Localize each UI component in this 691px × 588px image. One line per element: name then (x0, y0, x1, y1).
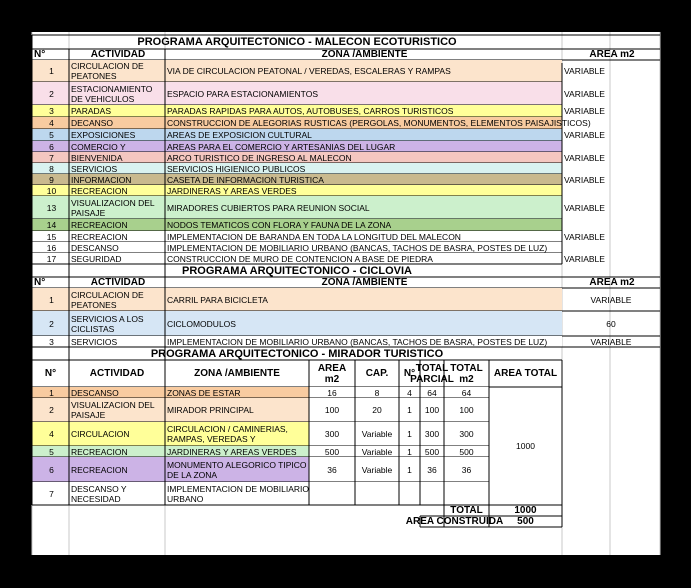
mirador-row-cap: 20 (372, 405, 382, 415)
mirador-row-num: 5 (49, 446, 54, 457)
malecon-row-zona: SERVICIOS HIGIENICO PUBLICOS (167, 163, 306, 174)
malecon-row-area: VARIABLE (564, 202, 605, 213)
ciclovia-header-area: AREA m2 (589, 276, 635, 288)
mirador-row-cap: Variable (361, 464, 393, 475)
malecon-row-actividad: COMERCIO Y (71, 141, 126, 152)
malecon-row-actividad: VISUALIZACION DEL PAISAJE (71, 197, 155, 218)
mirador-row-zona: ZONAS DE ESTAR (167, 387, 241, 398)
malecon-row-actividad: DESCANSO (71, 242, 119, 253)
malecon-row-num: 17 (46, 253, 57, 264)
malecon-row-zona: VIA DE CIRCULACION PEATONAL / VEREDAS, ESCALERAS Y RAMPAS (167, 66, 451, 76)
mirador-row-num: 1 (49, 387, 54, 398)
malecon-row-actividad: ESTACIONAMIENTO DE VEHICULOS (71, 83, 153, 104)
mirador-total-label: TOTAL (450, 504, 483, 516)
malecon-row-actividad: RECREACION (71, 231, 128, 242)
mirador-area-total-value: 1000 (516, 441, 535, 451)
malecon-row-zona: AREAS DE EXPOSICION CULTURAL (167, 130, 312, 140)
mirador-header-parcial: TOTAL PARCIAL (410, 362, 454, 385)
malecon-row-zona: ARCO TURISTICO DE INGRESO AL MALECON (167, 152, 352, 163)
malecon-title: PROGRAMA ARQUITECTONICO - MALECON ECOTURISTICO (137, 36, 457, 48)
malecon-header-num: N° (34, 48, 46, 60)
mirador-row-zona: CIRCULACION / CAMINERIAS, RAMPAS, VEREDAS Y (167, 424, 288, 444)
mirador-row-total: 36 (461, 464, 472, 475)
mirador-row-parcial: 300 (424, 429, 440, 439)
malecon-row-actividad: RECREACION (71, 220, 128, 230)
ciclovia-title: PROGRAMA ARQUITECTONICO - CICLOVIA (182, 264, 412, 277)
ciclovia-row-num: 3 (49, 336, 54, 347)
mirador-row-num: 6 (49, 464, 54, 475)
ciclovia-row-area: 60 (606, 318, 616, 329)
mirador-row-parcial: 36 (427, 464, 437, 475)
mirador-construida-value: 500 (517, 515, 534, 527)
mirador-header-area: AREA m2 (317, 362, 347, 385)
mirador-row-parcial: 64 (427, 387, 437, 398)
malecon-row-actividad: INFORMACION (71, 174, 132, 185)
malecon-row-zona: PARADAS RAPIDAS PARA AUTOS, AUTOBUSES, CARROS TURISTICOS (167, 106, 454, 116)
mirador-row-num: 4 (49, 429, 54, 439)
mirador-row-actividad: RECREACION (71, 464, 128, 475)
malecon-row-zona: CONSTRUCCION DE ALEGORIAS RUSTICAS (PERGOLAS, MONUMENTOS, ELEMENTOS PAISAJISTICOS) (167, 118, 591, 128)
malecon-header-actividad: ACTIVIDAD (90, 48, 146, 60)
malecon-row-actividad: BIENVENIDA (71, 152, 123, 163)
malecon-row-num: 9 (49, 174, 54, 185)
malecon-row-zona: NODOS TEMATICOS CON FLORA Y FAUNA DE LA ZONA (167, 220, 392, 230)
mirador-row-total: 500 (459, 446, 474, 457)
ciclovia-row-area: VARIABLE (590, 336, 632, 347)
malecon-row-num: 8 (49, 163, 54, 174)
ciclovia-header-num: N° (34, 276, 46, 288)
mirador-header-actividad: ACTIVIDAD (89, 368, 145, 379)
mirador-row-zona: JARDINERAS Y AREAS VERDES (167, 446, 297, 457)
malecon-row-area: VARIABLE (564, 66, 605, 76)
mirador-row-area: 36 (327, 464, 337, 475)
mirador-row-total: 300 (459, 429, 474, 439)
ciclovia-row-area: VARIABLE (590, 294, 632, 305)
malecon-row-zona: CONSTRUCCION DE MURO DE CONTENCION A BASE DE PIEDRA (167, 253, 433, 264)
malecon-row-num: 16 (46, 242, 57, 253)
malecon-row-actividad: CIRCULACION DE PEATONES (71, 61, 144, 81)
ciclovia-header-actividad: ACTIVIDAD (90, 276, 146, 288)
malecon-row-num: 15 (46, 231, 57, 242)
malecon-row-zona: IMPLEMENTACION DE BARANDA EN TODA LA LONGITUD DEL MALECON (167, 231, 461, 242)
malecon-row-zona: CASETA DE INFORMACION TURISTICA (167, 174, 324, 185)
mirador-row-n: 1 (407, 405, 412, 415)
mirador-row-num: 2 (49, 405, 54, 415)
mirador-row-area (309, 482, 355, 505)
ciclovia-row-zona: CARRIL PARA BICICLETA (167, 294, 268, 305)
malecon-row-num: 7 (49, 152, 54, 163)
malecon-row-area: VARIABLE (564, 88, 605, 99)
mirador-row-total: 64 (461, 387, 472, 398)
malecon-row-area: VARIABLE (564, 253, 605, 264)
malecon-header-zona: ZONA /AMBIENTE (321, 48, 408, 60)
mirador-row-actividad: DESCANSO Y NECESIDAD (71, 483, 127, 504)
malecon-row-area: VARIABLE (564, 231, 605, 242)
malecon-row-num: 1 (49, 66, 54, 76)
malecon-row-actividad: PARADAS (71, 106, 111, 116)
malecon-row-area: VARIABLE (564, 106, 605, 116)
spreadsheet (32, 32, 660, 555)
mirador-row-area: 100 (324, 405, 340, 415)
mirador-row-area: 16 (327, 387, 337, 398)
mirador-row-area: 300 (324, 429, 340, 439)
ciclovia-row-actividad: SERVICIOS (71, 336, 118, 347)
malecon-row-num: 5 (49, 130, 54, 140)
ciclovia-row-zona: IMPLEMENTACION DE MOBILIARIO URBANO (BANCAS, TACHOS DE BASRA, POSTES DE LUZ) (167, 336, 548, 347)
mirador-header-zona: ZONA /AMBIENTE (194, 368, 280, 379)
mirador-title: PROGRAMA ARQUITECTONICO - MIRADOR TURISTICO (150, 347, 444, 360)
mirador-row-actividad: CIRCULACION (71, 429, 130, 439)
malecon-row-num: 2 (49, 88, 54, 99)
mirador-row-zona: IMPLEMENTACION DE MOBILIARIO URBANO (167, 483, 310, 504)
mirador-row-actividad: DESCANSO (71, 387, 119, 398)
malecon-row-zona: IMPLEMENTACION DE MOBILIARIO URBANO (BANCAS, TACHOS DE BASRA, POSTES DE LUZ) (167, 242, 548, 253)
mirador-row-cap (355, 482, 399, 505)
malecon-row-num: 3 (49, 106, 54, 116)
mirador-header-area_total: AREA TOTAL (493, 368, 558, 379)
malecon-row-num: 10 (46, 185, 57, 196)
malecon-row-actividad: DECANSO (71, 118, 114, 128)
ciclovia-header-zona: ZONA /AMBIENTE (321, 276, 408, 288)
mirador-header-total: TOTAL m2 (450, 362, 483, 385)
mirador-row-total: 100 (459, 405, 474, 415)
mirador-row-n: 1 (407, 446, 412, 457)
malecon-row-actividad: SERVICIOS (71, 163, 118, 174)
malecon-row-num: 4 (49, 118, 54, 128)
mirador-row-total (444, 482, 489, 505)
malecon-row-zona: JARDINERAS Y AREAS VERDES (167, 185, 297, 196)
mirador-row-cap: Variable (361, 429, 393, 439)
malecon-row-num: 6 (49, 141, 54, 152)
malecon-row-num: 13 (46, 202, 57, 213)
mirador-row-num: 7 (49, 488, 54, 499)
ciclovia-row-actividad: SERVICIOS A LOS CICLISTAS (71, 313, 144, 334)
malecon-header-area: AREA m2 (589, 48, 635, 60)
mirador-row-parcial (420, 482, 444, 505)
mirador-row-actividad: VISUALIZACION DEL PAISAJE (71, 400, 155, 420)
mirador-row-actividad: RECREACION (71, 446, 128, 457)
malecon-row-num: 14 (46, 220, 57, 230)
mirador-row-zona: MIRADOR PRINCIPAL (167, 405, 254, 415)
mirador-total-value: 1000 (514, 504, 537, 516)
mirador-row-parcial: 100 (424, 405, 440, 415)
mirador-row-n: 1 (407, 464, 412, 475)
malecon-row-zona: ESPACIO PARA ESTACIONAMIENTOS (167, 88, 318, 99)
malecon-row-actividad: RECREACION (71, 185, 128, 196)
mirador-row-area: 500 (324, 446, 340, 457)
mirador-row-cap: Variable (361, 446, 393, 457)
mirador-row-zona: MONUMENTO ALEGORICO TIPICO DE LA ZONA (167, 459, 307, 480)
ciclovia-row-num: 2 (49, 318, 54, 329)
mirador-row-cap: 8 (374, 387, 380, 398)
ciclovia-row-actividad: CIRCULACION DE PEATONES (71, 289, 144, 310)
malecon-row-zona: AREAS PARA EL COMERCIO Y ARTESANIAS DEL LUGAR (167, 141, 396, 152)
malecon-row-actividad: EXPOSICIONES (71, 130, 136, 140)
mirador-header-num: N° (44, 368, 57, 379)
ciclovia-row-zona: CICLOMODULOS (167, 318, 236, 329)
mirador-row-parcial: 500 (424, 446, 440, 457)
mirador-header-cap: CAP. (365, 368, 389, 379)
mirador-row-n: 1 (407, 429, 412, 439)
malecon-row-area: VARIABLE (564, 174, 605, 185)
malecon-row-actividad: SEGURIDAD (71, 253, 122, 264)
mirador-row-n: 4 (407, 387, 412, 398)
mirador-header-n: N° (403, 368, 416, 379)
malecon-row-area: VARIABLE (564, 152, 605, 163)
ciclovia-row-num: 1 (49, 294, 54, 305)
malecon-row-zona: MIRADORES CUBIERTOS PARA REUNION SOCIAL (167, 202, 370, 213)
malecon-row-area: VARIABLE (564, 130, 605, 140)
mirador-construida-label: AREA CONSTRUIDA (405, 515, 504, 527)
mirador-row-n (399, 482, 420, 505)
